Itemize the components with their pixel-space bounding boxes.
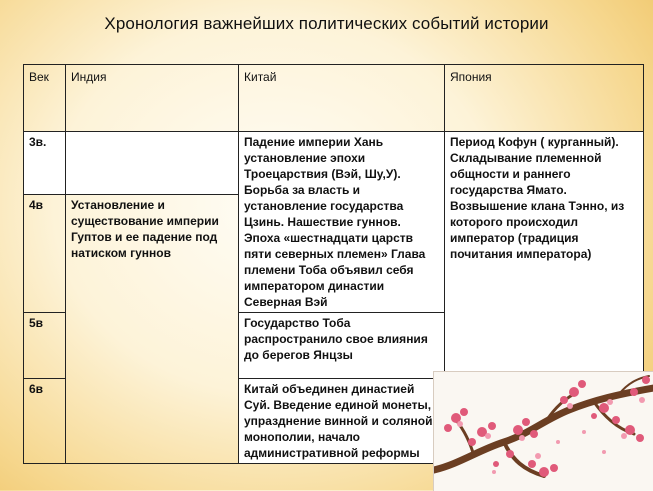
sakura-painting bbox=[433, 371, 653, 491]
header-century: Век bbox=[24, 65, 66, 132]
century-cell: 5в bbox=[24, 313, 66, 379]
header-china: Китай bbox=[239, 65, 445, 132]
table-header-row bbox=[24, 65, 644, 132]
japan-cell: Период Кофун ( курганный). Складывание племенной общности и раннего государства Ямато. Возвышение клана Тэнно, из которого происходил император (традиция почитания императора) bbox=[445, 132, 644, 379]
century-cell: 6в bbox=[24, 379, 66, 464]
china-cell: Государство Тоба распространило свое влияния до берегов Янцзы bbox=[239, 313, 445, 379]
century-cell: 4в bbox=[24, 195, 66, 313]
china-cell: Падение империи Хань установление эпохи Троецарствия (Вэй, Шу,У). Борьба за власть и установление государства Цзинь. Нашествие гуннов. Эпоха «шестнадцати царств пяти северных племен» Глава племени Тоба объявил себя императором династии Северная Вэй bbox=[239, 132, 445, 313]
sakura-branch-illustration bbox=[434, 372, 653, 491]
india-cell-empty bbox=[66, 132, 239, 195]
header-india: Индия bbox=[66, 65, 239, 132]
page-title: Хронология важнейших политических событий истории bbox=[104, 14, 549, 33]
india-cell: Установление и существование империи Гуптов и ее падение под натиском гуннов bbox=[66, 195, 239, 464]
table-row bbox=[24, 132, 644, 195]
china-cell: Китай объединен династией Суй. Введение единой монеты, упразднение винной и соляной монополии, начало административной реформы bbox=[239, 379, 445, 464]
header-japan: Япония bbox=[445, 65, 644, 132]
century-cell: 3в. bbox=[24, 132, 66, 195]
